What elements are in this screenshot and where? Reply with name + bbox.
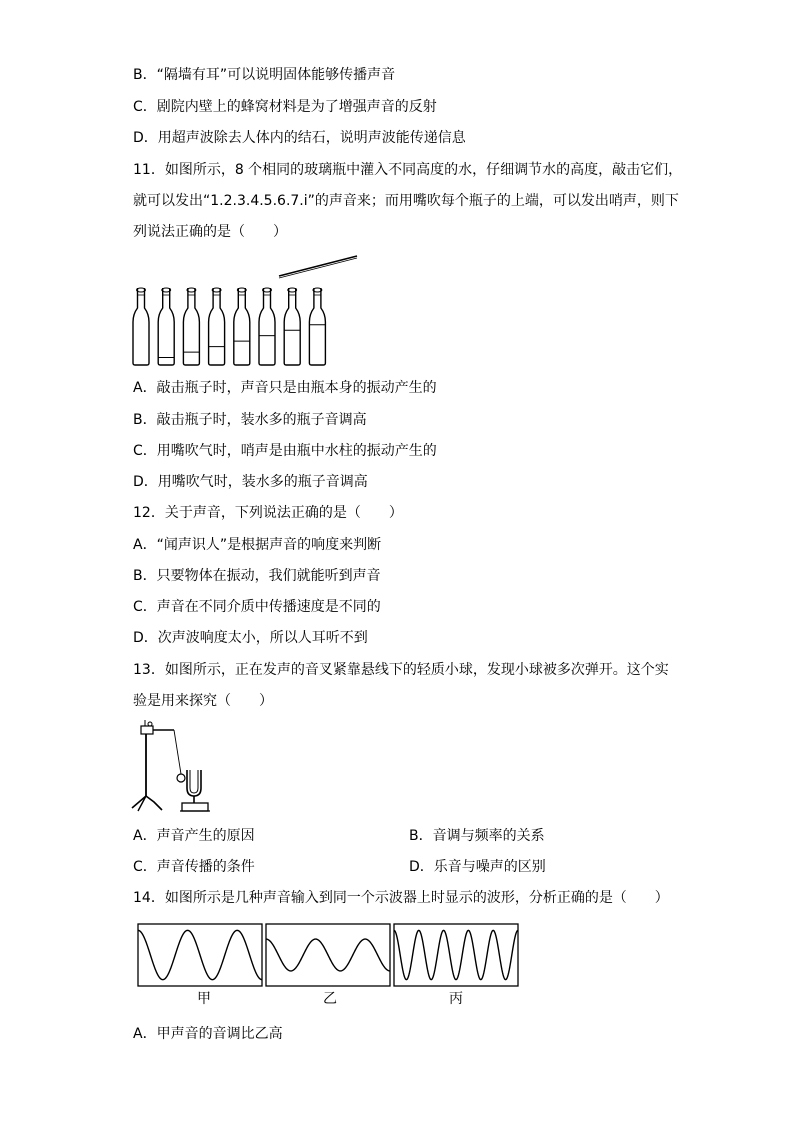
glass-bottle — [284, 288, 300, 365]
waveform-trace — [138, 930, 262, 979]
glass-bottle — [209, 288, 225, 365]
waveforms-figure — [136, 922, 520, 988]
stand-base — [132, 796, 162, 810]
waveform-trace — [394, 930, 518, 979]
glass-bottle — [133, 288, 149, 365]
wave-label-jia: 甲 — [197, 991, 211, 1007]
wave-label-bing: 丙 — [449, 991, 463, 1007]
tuning-fork — [187, 770, 201, 796]
suspension-thread — [174, 730, 181, 774]
q13-option-c: C．声音传播的条件 — [133, 859, 255, 875]
q11-stem-line1: 11．如图所示，8 个相同的玻璃瓶中灌入不同高度的水，仔细调节水的高度，敲击它们， — [133, 162, 683, 178]
q13-option-b: B．音调与频率的关系 — [409, 828, 545, 844]
waveform-trace — [266, 939, 390, 971]
glass-bottle — [309, 288, 325, 365]
q13-stem-line2: 验是用来探究（ ） — [133, 693, 273, 709]
q12-option-c: C．声音在不同介质中传播速度是不同的 — [133, 599, 381, 615]
glass-bottle — [259, 288, 275, 365]
q10-option-b: B．“隔墙有耳”可以说明固体能够传播声音 — [133, 67, 396, 83]
bottles-figure — [125, 248, 365, 368]
stand-clamp — [141, 726, 153, 734]
q11-option-c: C．用嘴吹气时，哨声是由瓶中水柱的振动产生的 — [133, 443, 437, 459]
glass-bottle — [158, 288, 174, 365]
glass-bottle — [183, 288, 199, 365]
q12-option-b: B．只要物体在振动，我们就能听到声音 — [133, 568, 381, 584]
striking-rod — [279, 256, 357, 276]
q14-stem: 14．如图所示是几种声音输入到同一个示波器上时显示的波形，分析正确的是（ ） — [133, 890, 669, 906]
tuning-fork-apparatus — [128, 716, 218, 816]
q12-option-a: A．“闻声识人”是根据声音的响度来判断 — [133, 537, 382, 553]
resonance-box — [182, 803, 208, 811]
light-ball — [177, 774, 185, 782]
q12-stem: 12．关于声音，下列说法正确的是（ ） — [133, 505, 403, 521]
q12-option-d: D．次声波响度太小，所以人耳听不到 — [133, 630, 368, 646]
q11-stem-line2: 就可以发出“1.2.3.4.5.6.7.i”的声音来；而用嘴吹每个瓶子的上端，可以发出哨声，则下 — [133, 193, 679, 209]
wave-label-yi: 乙 — [323, 991, 337, 1007]
q14-option-a: A．甲声音的音调比乙高 — [133, 1026, 283, 1042]
q11-stem-line3: 列说法正确的是（ ） — [133, 224, 287, 240]
q10-option-c: C．剧院内壁上的蜂窝材料是为了增强声音的反射 — [133, 99, 437, 115]
q11-option-a: A．敲击瓶子时，声音只是由瓶本身的振动产生的 — [133, 380, 437, 396]
q13-option-a: A．声音产生的原因 — [133, 828, 255, 844]
q13-stem-line1: 13．如图所示，正在发声的音叉紧靠悬线下的轻质小球，发现小球被多次弹开。这个实 — [133, 662, 669, 678]
q11-option-d: D．用嘴吹气时，装水多的瓶子音调高 — [133, 474, 368, 490]
q11-option-b: B．敲击瓶子时，装水多的瓶子音调高 — [133, 412, 367, 428]
q13-option-d: D．乐音与噪声的区别 — [409, 859, 546, 875]
glass-bottle — [234, 288, 250, 365]
q10-option-d: D．用超声波除去人体内的结石，说明声波能传递信息 — [133, 130, 466, 146]
